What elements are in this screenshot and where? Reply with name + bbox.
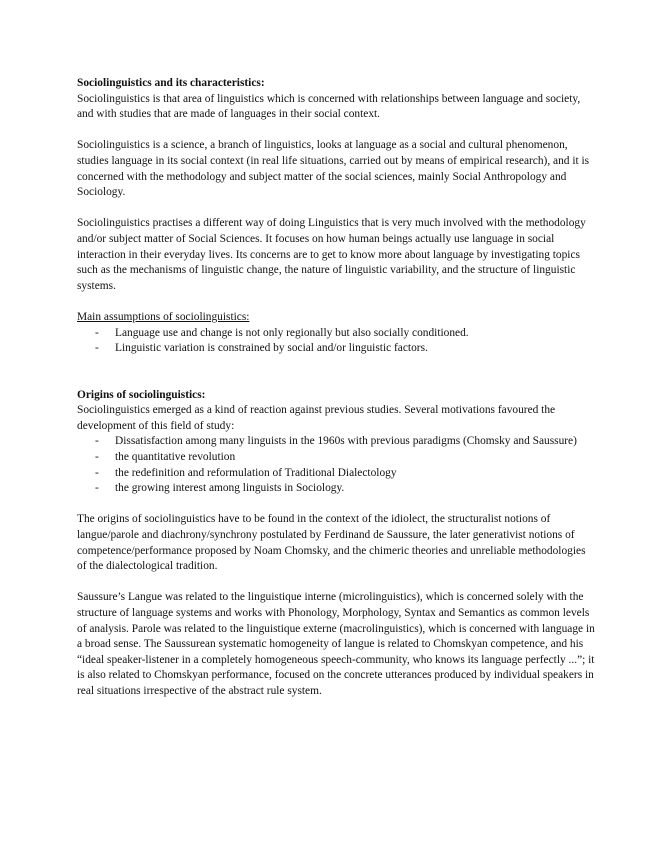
list-item-text: Linguistic variation is constrained by social and/or linguistic factors. xyxy=(115,342,428,355)
spacer xyxy=(77,357,595,388)
list-item-text: Dissatisfaction among many linguists in the 1960s with previous paradigms (Chomsky and Saussure) xyxy=(115,435,577,448)
spacer xyxy=(77,123,595,139)
list-item xyxy=(77,341,595,357)
dash-bullet: - xyxy=(95,451,99,464)
dash-bullet: - xyxy=(95,466,99,479)
motivations-list xyxy=(77,434,595,496)
paragraph-saussure-langue: Saussure’s Langue was related to the linguistique interne (microlinguistics), which is concerned solely with the structure of language systems and works with Phonology, Morphology, Syntax and Semantics as common levels of analysis. Parole was related to the linguistique externe (macrolinguistics), which is concerned with language in a broad sense. The Saussurean systematic homogeneity of langue is related to Chomskyan competence, and his “ideal speaker-listener in a completely homogeneous speech-community, who knows its language perfectly ...”; it is also related to Chomskyan performance, focused on the concrete utterances produced by individual speakers in real situations irrespective of the abstract rule system. xyxy=(77,591,595,697)
paragraph-science: Sociolinguistics is a science, a branch of linguistics, looks at language as a social and cultural phenomenon, studies language in its social context (in real life situations, carried out by means of empirical research), and it is concerned with the methodology and subject matter of the social sciences, mainly Social Anthropology and Sociology. xyxy=(77,139,590,199)
list-item xyxy=(77,326,595,342)
spacer xyxy=(77,294,595,310)
dash-bullet: - xyxy=(95,342,99,355)
paragraph-definition: Sociolinguistics is that area of linguistics which is concerned with relationships between language and society, and with studies that are made of languages in their social context. xyxy=(77,92,581,121)
list-item-text: Language use and change is not only regionally but also socially conditioned. xyxy=(115,326,469,339)
paragraph-origins-context: The origins of sociolinguistics have to be found in the context of the idiolect, the structuralist notions of langue/parole and diachrony/synchrony postulated by Ferdinand de Saussure, the later generativist notions of competence/performance proposed by Noam Chomsky, and the chimeric theories and unreliable methodologies of the dialectological tradition. xyxy=(77,513,586,573)
paragraph-practice: Sociolinguistics practises a different way of doing Linguistics that is very much involved with the methodology and/or subject matter of Social Sciences. It focuses on how human beings actually use language in social interaction in their everyday lives. Its concerns are to get to know more about language by investigating topics such as the mechanisms of linguistic change, the nature of linguistic variability, and the structure of linguistic systems. xyxy=(77,217,586,292)
dash-bullet: - xyxy=(95,326,99,339)
assumptions-list xyxy=(77,326,595,357)
list-item-text: the redefinition and reformulation of Traditional Dialectology xyxy=(115,466,397,479)
spacer xyxy=(77,575,595,591)
list-item xyxy=(77,434,595,450)
dash-bullet: - xyxy=(95,482,99,495)
dash-bullet: - xyxy=(95,435,99,448)
list-item-text: the quantitative revolution xyxy=(115,451,236,464)
spacer xyxy=(77,497,595,513)
list-item xyxy=(77,466,595,482)
section-heading-characteristics: Sociolinguistics and its characteristics: xyxy=(77,77,265,89)
list-item xyxy=(77,450,595,466)
spacer xyxy=(77,201,595,217)
list-item xyxy=(77,481,595,497)
paragraph-origins-intro: Sociolinguistics emerged as a kind of reaction against previous studies. Several motivations favoured the development of this field of study: xyxy=(77,404,556,432)
section-heading-origins: Origins of sociolinguistics: xyxy=(77,388,206,401)
list-item-text: the growing interest among linguists in Sociology. xyxy=(115,482,345,495)
assumptions-title: Main assumptions of sociolinguistics: xyxy=(77,310,250,323)
